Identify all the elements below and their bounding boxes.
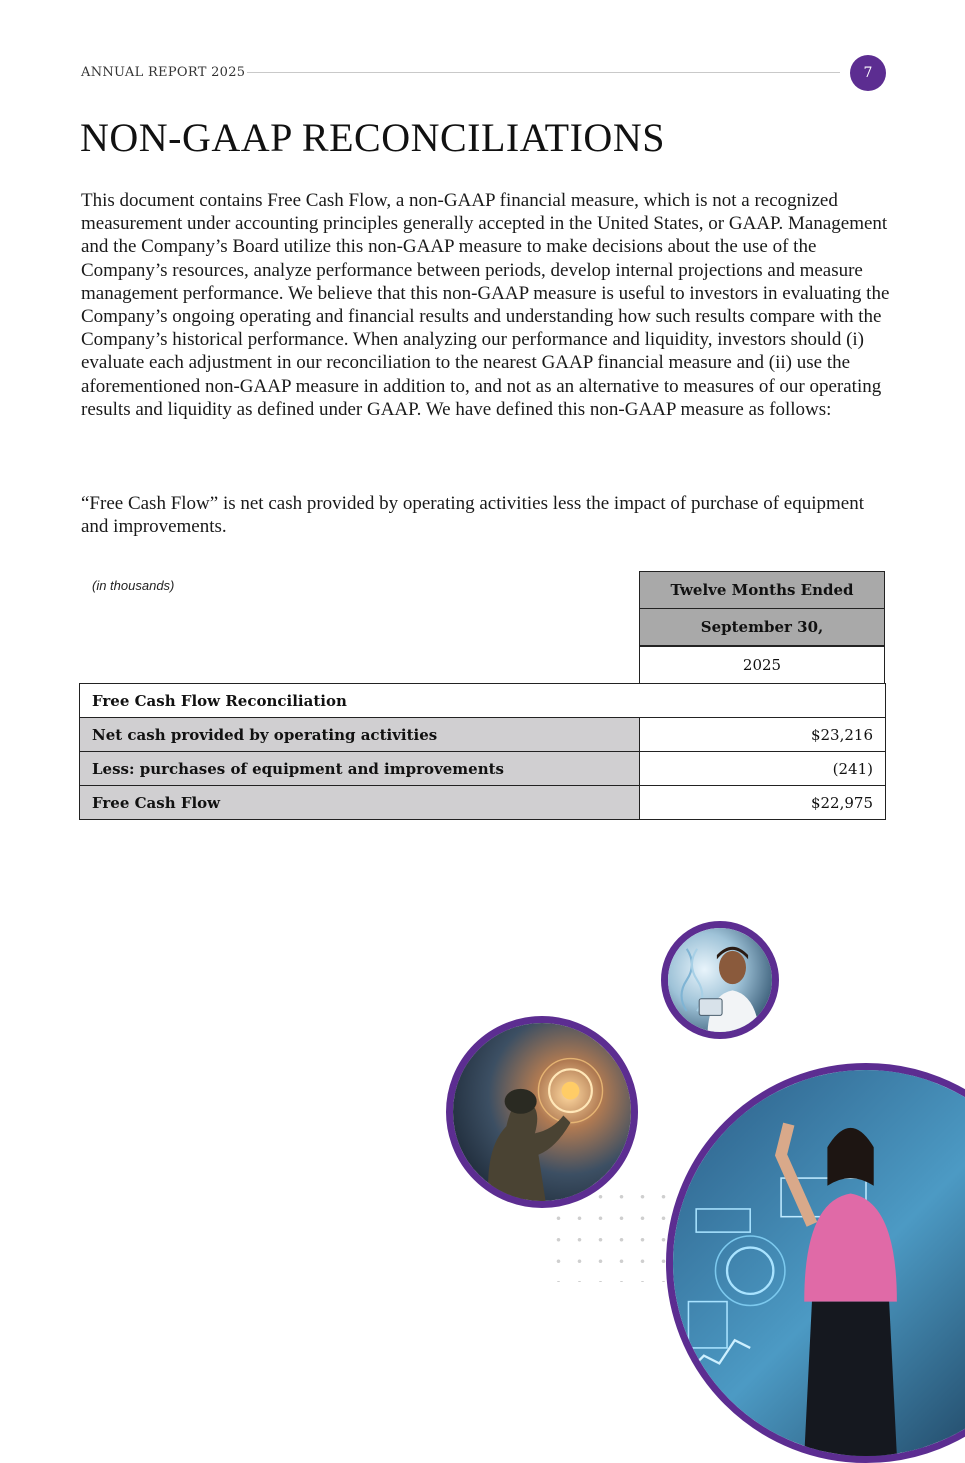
row-label: Less: purchases of equipment and improvements xyxy=(80,752,640,786)
row-label: Net cash provided by operating activities xyxy=(80,718,640,752)
header-divider xyxy=(247,72,840,73)
running-title: ANNUAL REPORT 2025 xyxy=(81,65,246,80)
table-row xyxy=(80,752,886,786)
column-header-date: September 30, xyxy=(639,608,885,646)
row-value: $23,216 xyxy=(640,718,886,752)
definition-paragraph: “Free Cash Flow” is net cash provided by operating activities less the impact of purchase of equipment and improvements. xyxy=(81,493,865,538)
table-row xyxy=(80,786,886,820)
woman-touching-holographic-display-photo xyxy=(666,1063,965,1463)
soldier-with-hologram-photo xyxy=(446,1016,638,1208)
page-header xyxy=(81,63,886,83)
units-note: (in thousands) xyxy=(92,578,175,593)
section-title: Free Cash Flow Reconciliation xyxy=(80,684,886,718)
column-header-period: Twelve Months Ended xyxy=(639,571,885,609)
column-header-year: 2025 xyxy=(639,646,885,684)
row-value: $22,975 xyxy=(640,786,886,820)
row-label: Free Cash Flow xyxy=(80,786,640,820)
row-value: (241) xyxy=(640,752,886,786)
table-row xyxy=(80,718,886,752)
table-section-row xyxy=(80,684,886,718)
scientist-with-tablet-photo xyxy=(661,921,779,1039)
free-cash-flow-table xyxy=(79,683,886,820)
page-title: NON-GAAP RECONCILIATIONS xyxy=(80,115,665,160)
intro-paragraph: This document contains Free Cash Flow, a non-GAAP financial measure, which is not a recognized measurement under accounting principles generally accepted in the United States, or GAAP. Management and the Company’s Board utilize this non-GAAP measure to make decisions about the use of the Company’s resources, analyze performance between periods, develop internal projections and measure management performance. We believe that this non-GAAP measure is useful to investors in evaluating the Company’s ongoing operating and financial results and understanding how such results compare with the Company’s historical performance. When analyzing our performance and liquidity, investors should (i) evaluate each adjustment in our reconciliation to the nearest GAAP financial measure and (ii) use the aforementioned non-GAAP measure in addition to, and not as an alternative to measures of our operating results and liquidity as defined under GAAP. We have defined this non-GAAP measure as follows: xyxy=(81,190,890,420)
page-number-badge: 7 xyxy=(850,55,886,91)
